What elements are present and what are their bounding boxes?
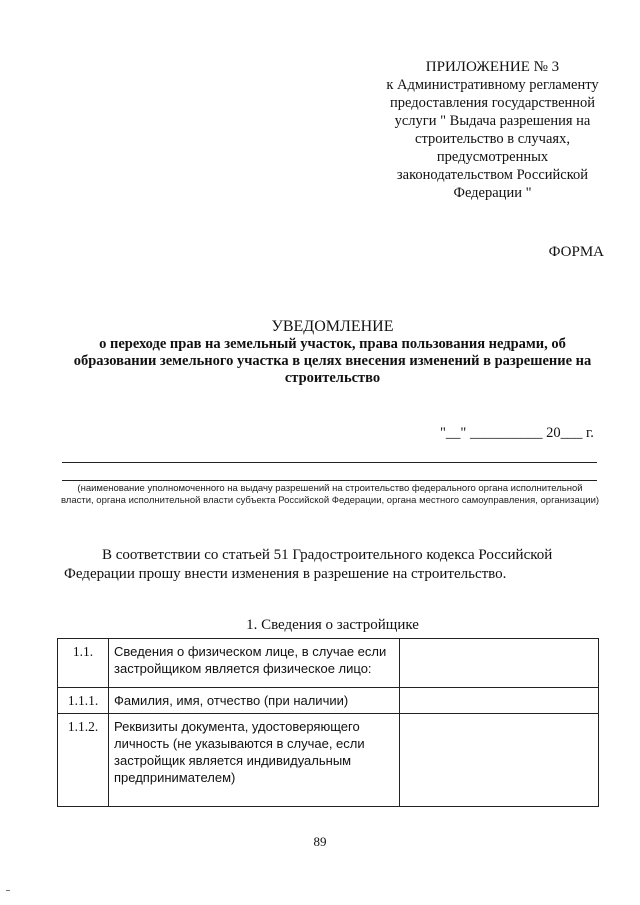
authority-fill-line	[62, 462, 597, 463]
request-paragraph: В соответствии со статьей 51 Градостроительного кодекса Российской Федерации прошу внести изменения в разрешение на строительство.	[64, 547, 553, 582]
authority-fill-line	[62, 480, 597, 481]
authority-note: (наименование уполномоченного на выдачу разрешений на строительство федерального органа исполнительной власти, органа исполнительной власти субъекта Российской Федерации, органа местного самоуправления, организации)	[60, 483, 600, 506]
page-number: 89	[313, 834, 327, 849]
appendix-line: строительство в случаях,	[415, 131, 570, 147]
row-description: Фамилия, имя, отчество (при наличии)	[109, 688, 400, 714]
appendix-line: к Административному регламенту	[386, 77, 599, 93]
form-label: ФОРМА	[548, 244, 604, 260]
appendix-line: Федерации "	[453, 185, 532, 201]
appendix-block	[370, 58, 615, 202]
table-row	[58, 639, 599, 688]
date-line: "__" __________ 20___ г.	[440, 425, 594, 441]
document-subtitle: о переходе прав на земельный участок, права пользования недрами, об образовании земельного участка в целях внесения изменений в разрешение на строительство	[73, 336, 592, 386]
appendix-line: предоставления государственной	[389, 95, 596, 111]
table-row	[58, 714, 599, 807]
section-title: 1. Сведения о застройщике	[246, 617, 419, 633]
document-title: УВЕДОМЛЕНИЕ	[271, 318, 394, 335]
scan-mark	[6, 890, 10, 891]
appendix-title: ПРИЛОЖЕНИЕ № 3	[425, 59, 560, 75]
row-value-cell[interactable]	[400, 714, 599, 807]
row-value-cell[interactable]	[400, 688, 599, 714]
row-description: Сведения о физическом лице, в случае если застройщиком является физическое лицо:	[109, 639, 400, 688]
row-number: 1.1.	[58, 639, 109, 688]
row-number: 1.1.1.	[58, 688, 109, 714]
appendix-line: законодательством Российской	[396, 167, 589, 183]
table-row	[58, 688, 599, 714]
appendix-line: предусмотренных	[436, 149, 549, 165]
developer-info-table	[57, 638, 599, 807]
row-value-cell[interactable]	[400, 639, 599, 688]
row-number: 1.1.2.	[58, 714, 109, 807]
row-description: Реквизиты документа, удостоверяющего личность (не указываются в случае, если застройщик является индивидуальным предпринимателем)	[109, 714, 400, 807]
appendix-line: услуги " Выдача разрешения на	[394, 113, 591, 129]
